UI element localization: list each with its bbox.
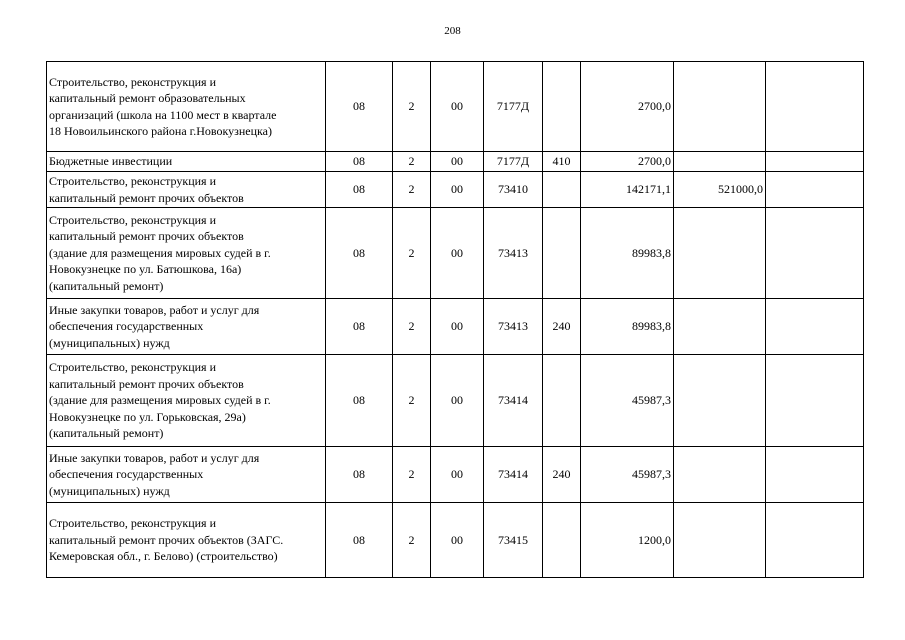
article-cell: 73415 [484, 503, 543, 578]
article-cell: 73413 [484, 299, 543, 355]
sum2-cell [674, 355, 766, 447]
program-cell: 00 [431, 172, 484, 208]
sum2-cell [674, 299, 766, 355]
subsection-cell: 2 [393, 172, 431, 208]
name-line: Новокузнецке по ул. Горьковская, 29а) [49, 409, 246, 424]
article-cell: 7177Д [484, 62, 543, 152]
expense-type-cell: 240 [543, 299, 581, 355]
table-row [47, 208, 864, 299]
expense-type-cell: 410 [543, 152, 581, 172]
expense-type-cell [543, 355, 581, 447]
program-cell: 00 [431, 152, 484, 172]
name-line: Строительство, реконструкция и [49, 360, 216, 375]
section-cell: 08 [326, 355, 393, 447]
name-line: Строительство, реконструкция и [49, 212, 216, 227]
subsection-cell: 2 [393, 62, 431, 152]
article-cell: 73414 [484, 447, 543, 503]
name-line: Иные закупки товаров, работ и услуг для [49, 302, 260, 317]
article-cell: 73410 [484, 172, 543, 208]
page-number: 208 [444, 25, 461, 37]
program-cell: 00 [431, 62, 484, 152]
expense-type-cell [543, 172, 581, 208]
name-line: капитальный ремонт прочих объектов [49, 190, 244, 205]
program-cell: 00 [431, 208, 484, 299]
name-cell [47, 172, 326, 208]
name-line: (капитальный ремонт) [49, 426, 164, 441]
subsection-cell: 2 [393, 355, 431, 447]
name-cell [47, 152, 326, 172]
name-cell [47, 503, 326, 578]
sum2-cell [674, 503, 766, 578]
name-cell [47, 299, 326, 355]
article-cell: 7177Д [484, 152, 543, 172]
name-line: капитальный ремонт прочих объектов (ЗАГС. [49, 532, 284, 547]
table-row [47, 172, 864, 208]
table-row [47, 299, 864, 355]
name-cell [47, 208, 326, 299]
subsection-cell: 2 [393, 447, 431, 503]
expense-type-cell [543, 503, 581, 578]
section-cell: 08 [326, 503, 393, 578]
name-line: капитальный ремонт образовательных [49, 91, 246, 105]
sum3-cell [766, 355, 864, 447]
name-line: Новокузнецке по ул. Батюшкова, 16а) [49, 262, 242, 277]
program-cell: 00 [431, 503, 484, 578]
sum2-cell [674, 152, 766, 172]
section-cell: 08 [326, 447, 393, 503]
section-cell: 08 [326, 172, 393, 208]
sum2-cell [674, 447, 766, 503]
sum1-cell: 89983,8 [581, 299, 674, 355]
table-row [47, 447, 864, 503]
expense-type-cell [543, 208, 581, 299]
table-row [47, 62, 864, 152]
sum2-cell: 521000,0 [674, 172, 766, 208]
subsection-cell: 2 [393, 152, 431, 172]
expense-type-cell: 240 [543, 447, 581, 503]
program-cell: 00 [431, 355, 484, 447]
expense-type-cell [543, 62, 581, 152]
sum2-cell [674, 62, 766, 152]
sum3-cell [766, 152, 864, 172]
name-line: капитальный ремонт прочих объектов [49, 376, 244, 391]
section-cell: 08 [326, 152, 393, 172]
table-row [47, 152, 864, 172]
name-line: 18 Новоильинского района г.Новокузнецка) [49, 124, 273, 138]
sum1-cell: 2700,0 [581, 152, 674, 172]
name-line: капитальный ремонт прочих объектов [49, 229, 244, 244]
section-cell: 08 [326, 299, 393, 355]
name-line: (здание для размещения мировых судей в г. [49, 245, 271, 260]
name-line: организаций (школа на 1100 мест в квартале [49, 107, 277, 122]
name-line: обеспечения государственных [49, 467, 204, 482]
name-line: обеспечения государственных [49, 319, 204, 334]
subsection-cell: 2 [393, 208, 431, 299]
name-line: Бюджетные инвестиции [49, 154, 173, 169]
sum3-cell [766, 208, 864, 299]
program-cell: 00 [431, 447, 484, 503]
name-cell [47, 62, 326, 152]
name-line: (муниципальных) нужд [49, 483, 170, 498]
name-cell [47, 447, 326, 503]
sum1-cell: 45987,3 [581, 447, 674, 503]
name-line: Строительство, реконструкция и [49, 74, 216, 89]
sum3-cell [766, 62, 864, 152]
table-row [47, 355, 864, 447]
budget-table [46, 61, 864, 578]
sum3-cell [766, 299, 864, 355]
section-cell: 08 [326, 62, 393, 152]
table-row [47, 503, 864, 578]
sum1-cell: 142171,1 [581, 172, 674, 208]
sum3-cell [766, 447, 864, 503]
name-line: (здание для размещения мировых судей в г. [49, 393, 271, 408]
sum2-cell [674, 208, 766, 299]
subsection-cell: 2 [393, 299, 431, 355]
sum1-cell: 45987,3 [581, 355, 674, 447]
program-cell: 00 [431, 299, 484, 355]
name-line: Строительство, реконструкция и [49, 516, 216, 531]
sum1-cell: 1200,0 [581, 503, 674, 578]
name-line: (муниципальных) нужд [49, 335, 170, 350]
table-body [47, 62, 864, 578]
name-line: (капитальный ремонт) [49, 278, 164, 293]
article-cell: 73414 [484, 355, 543, 447]
sum3-cell [766, 172, 864, 208]
name-line: Иные закупки товаров, работ и услуг для [49, 450, 260, 465]
name-line: Кемеровская обл., г. Белово) (строительство) [49, 549, 278, 564]
name-cell [47, 355, 326, 447]
subsection-cell: 2 [393, 503, 431, 578]
section-cell: 08 [326, 208, 393, 299]
name-line: Строительство, реконструкция и [49, 174, 216, 188]
sum3-cell [766, 503, 864, 578]
sum1-cell: 89983,8 [581, 208, 674, 299]
sum1-cell: 2700,0 [581, 62, 674, 152]
article-cell: 73413 [484, 208, 543, 299]
